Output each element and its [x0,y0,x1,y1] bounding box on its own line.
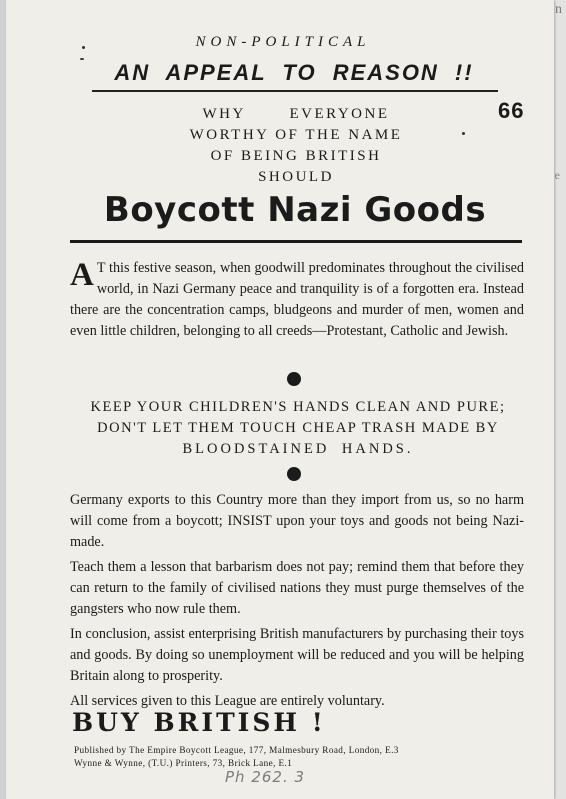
bullet-dot-icon [287,467,301,481]
slogan-line-1: KEEP YOUR CHILDREN'S HANDS CLEAN AND PURE; [90,399,506,415]
body-text [70,490,524,716]
publisher-line-1: Published by The Empire Boycott League, 177, Malmesbury Road, London, E.3 [74,745,399,755]
non-political-label: NON-POLITICAL [195,34,371,50]
why-line-2: WORTHY OF THE NAME [189,127,403,143]
drop-cap: A [70,257,94,293]
backing-sheet-edge-mark: n [555,2,562,17]
slogan-line-3: BLOODSTAINED HANDS. [182,441,414,457]
appeal-heading: AN APPEAL TO REASON !! [114,60,474,85]
body-paragraph-conclusion: In conclusion, assist enterprising British manufacturers by purchasing their toys and goods. By doing so unemployment will be reduced and you will be helping Britain along to prosperity. [70,626,524,684]
ink-speck [462,132,465,135]
archive-handwritten-mark: Ph 262. 3 [225,768,306,786]
ink-speck [80,58,84,60]
headline-rule [70,240,522,243]
why-line-1: WHY EVERYONE [202,106,390,122]
printer-line: Wynne & Wynne, (T.U.) Printers, 73, Brick Lane, E.1 [74,758,293,768]
why-subheading [166,104,426,188]
body-paragraph-lesson: Teach them a lesson that barbarism does not pay; remind them that before they can return to the family of civilised nations they must purge themselves of the gangsters who now rule them. [70,559,524,617]
bullet-dot-icon [287,372,301,386]
publisher-imprint [74,744,454,770]
heading-rule [92,90,498,92]
main-headline: Boycott Nazi Goods [103,190,487,230]
catalog-number: 66 [498,98,525,123]
intro-paragraph [70,258,524,342]
backing-sheet-edge-mark-lower: e [554,168,560,182]
intro-text: T this festive season, when goodwill predominates throughout the civilised world, in Nazi Germany peace and tranquility is of a forgotten era. Instead there are the concentration camps, bludgeons and murder of men, women and even little children, belonging to all creeds—Protestant, Catholic and Jewish. [70,260,524,339]
why-line-4: SHOULD [258,169,334,185]
buy-british-slogan: BUY BRITISH ! [72,708,326,737]
body-paragraph-exports: Germany exports to this Country more than they import from us, so no harm will come from a boycott; INSIST upon your toys and goods not being Nazi-made. [70,492,524,550]
body-paragraph-voluntary: All services given to this League are entirely voluntary. [70,693,385,709]
slogan-block [70,397,526,460]
slogan-line-2: DON'T LET THEM TOUCH CHEAP TRASH MADE BY [97,420,499,436]
why-line-3: OF BEING BRITISH [210,148,382,164]
ink-speck [82,46,85,49]
